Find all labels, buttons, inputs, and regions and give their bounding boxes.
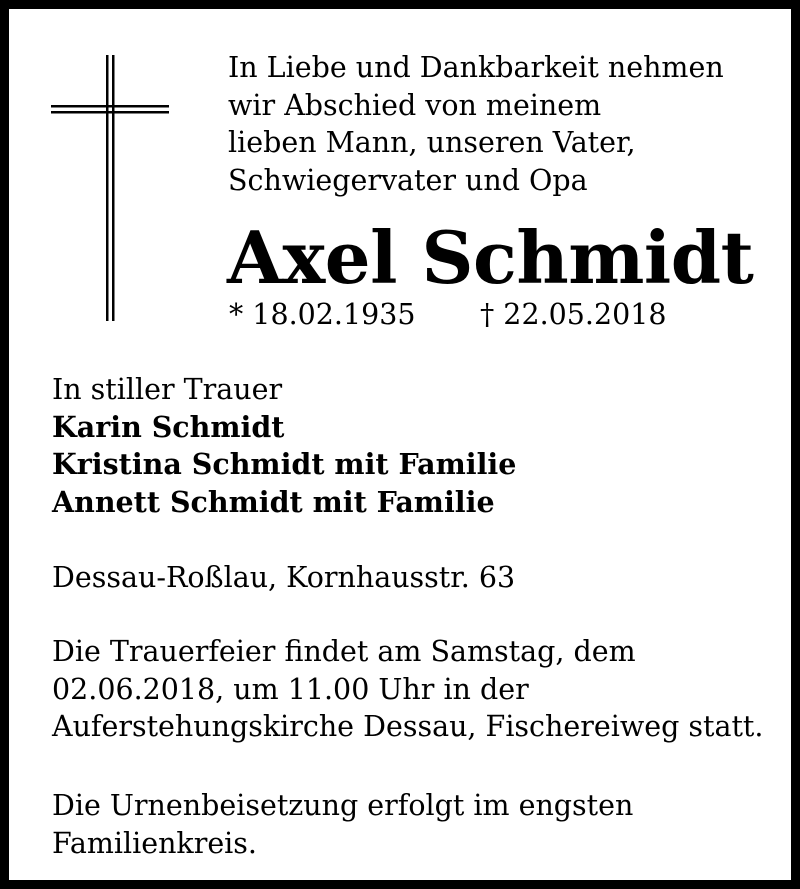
address-line: Dessau-Roßlau, Kornhausstr. 63 [52, 561, 516, 594]
intro-line: lieben Mann, unseren Vater, [228, 126, 636, 159]
intro-line: wir Abschied von meinem [228, 88, 602, 122]
death-date: † 22.05.2018 [480, 298, 667, 331]
intro-text [228, 49, 788, 199]
funeral-line: Die Trauerfeier findet am Samstag, dem [52, 635, 636, 668]
funeral-line: Auferstehungskirche Dessau, Fischereiweg statt. [52, 710, 764, 743]
mourner-name: Kristina Schmidt mit Familie [52, 447, 517, 481]
address [52, 559, 787, 597]
funeral-line: 02.06.2018, um 11.00 Uhr in der [52, 672, 529, 706]
cross-icon [51, 55, 169, 321]
intro-line: Schwiegervater und Opa [228, 163, 588, 197]
birth-date: * 18.02.1935 [229, 298, 416, 331]
mourner-name: Karin Schmidt [52, 409, 285, 444]
deceased-name: Axel Schmidt [227, 215, 754, 300]
mourners-intro: In stiller Trauer [52, 373, 283, 406]
mourner-name: Annett Schmidt mit Familie [52, 484, 495, 519]
mourners-block [52, 371, 787, 521]
funeral-details [52, 633, 787, 746]
urn-line: Die Urnenbeisetzung erfolgt im engsten [52, 789, 634, 822]
intro-line: In Liebe und Dankbarkeit nehmen [228, 51, 724, 84]
urn-line: Familienkreis. [52, 826, 257, 860]
urn-burial-note [52, 787, 787, 862]
